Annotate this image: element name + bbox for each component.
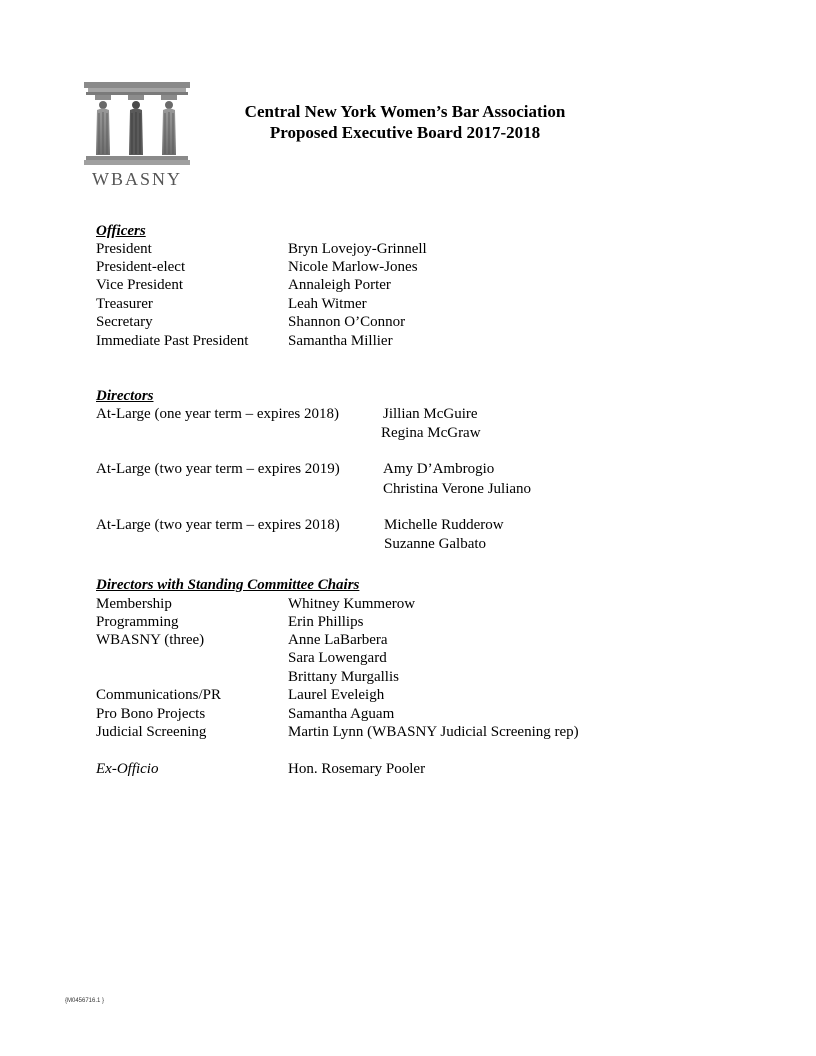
title-line-1: Central New York Women’s Bar Association <box>244 102 566 121</box>
document-id-footer: {M0456716.1 } <box>65 998 105 1004</box>
officer-name: Annaleigh Porter <box>288 277 391 293</box>
officers-heading: Officers <box>96 223 146 239</box>
committee-role: Judicial Screening <box>96 724 207 740</box>
director-name: Christina Verone Juliano <box>383 481 532 497</box>
director-term: At-Large (two year term – expires 2018) <box>96 517 340 533</box>
officer-name: Samantha Millier <box>288 333 393 349</box>
director-name: Jillian McGuire <box>383 406 478 422</box>
director-term: At-Large (two year term – expires 2019) <box>96 461 340 477</box>
officer-role: President-elect <box>96 259 186 275</box>
officer-role: Secretary <box>96 314 153 330</box>
document-title <box>200 101 610 143</box>
committee-chair: Whitney Kummerow <box>288 596 416 612</box>
officer-role: Vice President <box>96 277 183 293</box>
officer-role: Immediate Past President <box>96 333 249 349</box>
officer-name: Bryn Lovejoy-Grinnell <box>288 241 427 257</box>
committee-chair: Sara Lowengard <box>288 650 387 666</box>
committee-role: WBASNY (three) <box>96 632 205 648</box>
director-name: Michelle Rudderow <box>384 517 504 533</box>
committee-chair: Samantha Aguam <box>288 706 395 722</box>
director-name: Regina McGraw <box>381 425 481 441</box>
committee-chair: Erin Phillips <box>288 614 364 630</box>
committee-role: Communications/PR <box>96 687 222 703</box>
committees-heading: Directors with Standing Committee Chairs <box>96 577 360 593</box>
officer-name: Shannon O’Connor <box>288 314 406 330</box>
directors-heading: Directors <box>96 388 154 404</box>
ex-officio-name: Hon. Rosemary Pooler <box>288 761 426 777</box>
committee-role: Pro Bono Projects <box>96 706 206 722</box>
logo-text: WBASNY <box>91 169 182 189</box>
committee-chair: Anne LaBarbera <box>288 632 388 648</box>
committee-chair: Laurel Eveleigh <box>288 687 385 703</box>
officer-name: Nicole Marlow-Jones <box>288 259 418 275</box>
officer-role: Treasurer <box>96 296 153 312</box>
officer-role: President <box>96 241 152 257</box>
committee-chair: Brittany Murgallis <box>288 669 399 685</box>
director-name: Suzanne Galbato <box>384 536 487 552</box>
ex-officio-label: Ex-Officio <box>96 761 159 777</box>
committee-chair: Martin Lynn (WBASNY Judicial Screening rep) <box>288 724 579 740</box>
director-term: At-Large (one year term – expires 2018) <box>96 406 339 422</box>
committee-role: Programming <box>96 614 179 630</box>
wbasny-logo <box>82 80 192 190</box>
committee-role: Membership <box>96 596 172 612</box>
caryatid-columns-icon <box>82 80 192 168</box>
title-line-2: Proposed Executive Board 2017-2018 <box>269 123 541 142</box>
officer-name: Leah Witmer <box>288 296 367 312</box>
director-name: Amy D’Ambrogio <box>383 461 495 477</box>
